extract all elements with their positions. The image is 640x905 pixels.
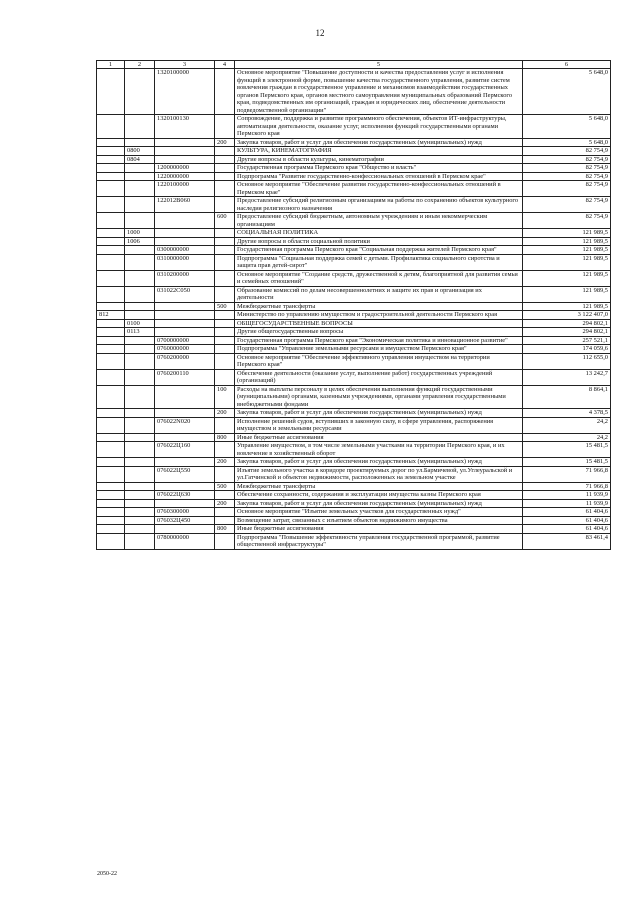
- section-code-cell: [125, 286, 155, 302]
- ministry-code-cell: [97, 69, 125, 115]
- section-code-cell: [125, 516, 155, 525]
- amount-cell: 121 989,5: [523, 229, 611, 238]
- ministry-code-cell: [97, 369, 125, 385]
- header-col-2: 2: [125, 61, 155, 69]
- target-article-cell: [155, 155, 215, 164]
- section-code-cell: [125, 409, 155, 418]
- ministry-code-cell: [97, 181, 125, 197]
- table-row: [97, 229, 611, 238]
- amount-cell: 5 648,0: [523, 138, 611, 147]
- expense-type-cell: 100: [215, 385, 235, 409]
- expense-type-cell: 200: [215, 499, 235, 508]
- section-code-cell: [125, 197, 155, 213]
- expense-type-cell: [215, 197, 235, 213]
- amount-cell: 83 461,4: [523, 533, 611, 549]
- expense-type-cell: [215, 466, 235, 482]
- amount-cell: 121 989,5: [523, 302, 611, 311]
- amount-cell: 121 989,5: [523, 270, 611, 286]
- target-article-cell: [155, 433, 215, 442]
- description-cell: Другие вопросы в области культуры, кинематографии: [235, 155, 523, 164]
- table-row: [97, 164, 611, 173]
- amount-cell: 4 378,5: [523, 409, 611, 418]
- section-code-cell: 1000: [125, 229, 155, 238]
- target-article-cell: [155, 213, 215, 229]
- description-cell: Подпрограмма "Развитие государственно-конфессиональных отношений в Пермском крае": [235, 172, 523, 181]
- table-row: [97, 482, 611, 491]
- table-row: [97, 302, 611, 311]
- table-row: [97, 286, 611, 302]
- expense-type-cell: [215, 336, 235, 345]
- amount-cell: 13 242,7: [523, 369, 611, 385]
- amount-cell: 82 754,9: [523, 147, 611, 156]
- target-article-cell: [155, 385, 215, 409]
- description-cell: Управление имуществом, в том числе земельными участками на территории Пермского края, и их вовлечение в хозяйственный оборот: [235, 442, 523, 458]
- target-article-cell: [155, 229, 215, 238]
- expense-type-cell: [215, 246, 235, 255]
- table-row: [97, 369, 611, 385]
- description-cell: Иные бюджетные ассигнования: [235, 433, 523, 442]
- description-cell: Образование комиссий по делам несовершеннолетних и защите их прав и организация их деятельности: [235, 286, 523, 302]
- expense-type-cell: [215, 508, 235, 517]
- ministry-code-cell: [97, 409, 125, 418]
- section-code-cell: [125, 525, 155, 534]
- section-code-cell: [125, 164, 155, 173]
- description-cell: Изъятие земельного участка в коридоре проектируемых дорог по ул.Бармичевой, ул.Углеуральской и ул.Гатчинской и объектов недвижимости, расположенных на земельном участке: [235, 466, 523, 482]
- page-number: 12: [315, 28, 325, 38]
- table-row: [97, 172, 611, 181]
- description-cell: Закупка товаров, работ и услуг для обеспечения государственных (муниципальных) нужд: [235, 409, 523, 418]
- table-row: [97, 533, 611, 549]
- section-code-cell: [125, 433, 155, 442]
- description-cell: Обеспечение сохранности, содержания и эксплуатации имущества казны Пермского края: [235, 491, 523, 500]
- description-cell: Межбюджетные трансферты: [235, 302, 523, 311]
- expense-type-cell: [215, 319, 235, 328]
- table-row: [97, 353, 611, 369]
- table-row: [97, 508, 611, 517]
- expense-type-cell: [215, 115, 235, 139]
- ministry-code-cell: [97, 286, 125, 302]
- section-code-cell: 0100: [125, 319, 155, 328]
- target-article-cell: 1320100000: [155, 69, 215, 115]
- amount-cell: 71 966,8: [523, 482, 611, 491]
- table-row: [97, 69, 611, 115]
- ministry-code-cell: [97, 237, 125, 246]
- table-body: [97, 69, 611, 550]
- table-row: [97, 319, 611, 328]
- expense-type-cell: [215, 155, 235, 164]
- expense-type-cell: [215, 417, 235, 433]
- description-cell: Закупка товаров, работ и услуг для обеспечения государственных (муниципальных) нужд: [235, 458, 523, 467]
- description-cell: Основное мероприятие "Повышение доступности и качества предоставления услуг и исполнения функций в электронной форме, повышение качества государственного управления, развитие систем вовлечения граждан в государственное управление и механизмов взаимодействия государственных органов Пермского края, органов местного самоуправления муниципальных образований Пермского края, подведомственных им организаций, граждан и юридических лиц, обеспечение деятельности подведомственной организации": [235, 69, 523, 115]
- description-cell: Государственная программа Пермского края "Общество и власть": [235, 164, 523, 173]
- table-row: [97, 254, 611, 270]
- amount-cell: 257 521,1: [523, 336, 611, 345]
- table-row: [97, 499, 611, 508]
- section-code-cell: [125, 270, 155, 286]
- description-cell: Государственная программа Пермского края "Экономическая политика и инновационное развитие": [235, 336, 523, 345]
- expense-type-cell: [215, 328, 235, 337]
- expense-type-cell: [215, 286, 235, 302]
- expense-type-cell: [215, 270, 235, 286]
- section-code-cell: [125, 508, 155, 517]
- description-cell: Основное мероприятие "Изъятие земельных участков для государственных нужд": [235, 508, 523, 517]
- target-article-cell: 1200000000: [155, 164, 215, 173]
- table-row: [97, 213, 611, 229]
- amount-cell: 121 989,5: [523, 237, 611, 246]
- target-article-cell: 076022Ц160: [155, 442, 215, 458]
- description-cell: Подпрограмма "Управление земельными ресурсами и имуществом Пермского края": [235, 345, 523, 354]
- table-row: [97, 270, 611, 286]
- target-article-cell: 122012В060: [155, 197, 215, 213]
- amount-cell: 82 754,9: [523, 181, 611, 197]
- expense-type-cell: [215, 69, 235, 115]
- ministry-code-cell: [97, 385, 125, 409]
- table-row: [97, 147, 611, 156]
- amount-cell: 61 404,6: [523, 508, 611, 517]
- table-row: [97, 345, 611, 354]
- expense-type-cell: [215, 181, 235, 197]
- ministry-code-cell: [97, 433, 125, 442]
- section-code-cell: [125, 442, 155, 458]
- ministry-code-cell: [97, 336, 125, 345]
- table-row: [97, 336, 611, 345]
- description-cell: Подпрограмма "Социальная поддержка семей с детьми. Профилактика социального сиротства и защита прав детей-сирот": [235, 254, 523, 270]
- ministry-code-cell: [97, 466, 125, 482]
- ministry-code-cell: [97, 155, 125, 164]
- amount-cell: 121 989,5: [523, 254, 611, 270]
- ministry-code-cell: [97, 246, 125, 255]
- expense-type-cell: [215, 345, 235, 354]
- amount-cell: 82 754,9: [523, 164, 611, 173]
- target-article-cell: [155, 138, 215, 147]
- table-row: [97, 237, 611, 246]
- expense-type-cell: 800: [215, 433, 235, 442]
- table-row: [97, 466, 611, 482]
- section-code-cell: [125, 491, 155, 500]
- amount-cell: 294 802,1: [523, 319, 611, 328]
- target-article-cell: 1220000000: [155, 172, 215, 181]
- target-article-cell: 0760300000: [155, 508, 215, 517]
- target-article-cell: [155, 525, 215, 534]
- target-article-cell: 0300000000: [155, 246, 215, 255]
- amount-cell: 15 481,5: [523, 442, 611, 458]
- ministry-code-cell: [97, 328, 125, 337]
- section-code-cell: [125, 499, 155, 508]
- amount-cell: 5 648,0: [523, 69, 611, 115]
- section-code-cell: [125, 482, 155, 491]
- expense-type-cell: [215, 491, 235, 500]
- description-cell: ОБЩЕГОСУДАРСТВЕННЫЕ ВОПРОСЫ: [235, 319, 523, 328]
- expense-type-cell: 200: [215, 458, 235, 467]
- description-cell: Предоставление субсидий религиозным организациям на работы по сохранению объектов культурного наследия религиозного назначения: [235, 197, 523, 213]
- expense-type-cell: [215, 442, 235, 458]
- amount-cell: 3 122 407,0: [523, 311, 611, 320]
- amount-cell: 82 754,9: [523, 172, 611, 181]
- section-code-cell: [125, 172, 155, 181]
- table-row: [97, 311, 611, 320]
- section-code-cell: [125, 311, 155, 320]
- target-article-cell: [155, 302, 215, 311]
- ministry-code-cell: [97, 138, 125, 147]
- ministry-code-cell: [97, 525, 125, 534]
- table-row: [97, 458, 611, 467]
- section-code-cell: [125, 369, 155, 385]
- target-article-cell: 076032Ц450: [155, 516, 215, 525]
- amount-cell: 15 481,5: [523, 458, 611, 467]
- section-code-cell: [125, 466, 155, 482]
- table-row: [97, 115, 611, 139]
- section-code-cell: [125, 246, 155, 255]
- expense-type-cell: 500: [215, 482, 235, 491]
- target-article-cell: 076022Ц550: [155, 466, 215, 482]
- amount-cell: 121 989,5: [523, 246, 611, 255]
- description-cell: Исполнение решений судов, вступивших в законную силу, в сфере управления, распоряжения имуществом и земельными ресурсами: [235, 417, 523, 433]
- target-article-cell: 1320100130: [155, 115, 215, 139]
- amount-cell: 82 754,9: [523, 213, 611, 229]
- amount-cell: 11 939,9: [523, 499, 611, 508]
- section-code-cell: 0804: [125, 155, 155, 164]
- section-code-cell: [125, 385, 155, 409]
- budget-table: [96, 60, 611, 550]
- section-code-cell: [125, 254, 155, 270]
- amount-cell: 294 802,1: [523, 328, 611, 337]
- expense-type-cell: [215, 172, 235, 181]
- description-cell: Основное мероприятие "Создание средств, дружественной к детям, благоприятной для развития семьи и семейных отношений": [235, 270, 523, 286]
- description-cell: Закупка товаров, работ и услуг для обеспечения государственных (муниципальных) нужд: [235, 499, 523, 508]
- description-cell: СОЦИАЛЬНАЯ ПОЛИТИКА: [235, 229, 523, 238]
- target-article-cell: [155, 499, 215, 508]
- amount-cell: 5 648,0: [523, 115, 611, 139]
- amount-cell: 82 754,9: [523, 155, 611, 164]
- table-header: [97, 61, 611, 69]
- table-row: [97, 197, 611, 213]
- amount-cell: 8 864,1: [523, 385, 611, 409]
- ministry-code-cell: [97, 197, 125, 213]
- table-row: [97, 516, 611, 525]
- table-row: [97, 417, 611, 433]
- header-col-4: 4: [215, 61, 235, 69]
- ministry-code-cell: [97, 482, 125, 491]
- target-article-cell: 0780000000: [155, 533, 215, 549]
- description-cell: Иные бюджетные ассигнования: [235, 525, 523, 534]
- expense-type-cell: [215, 147, 235, 156]
- ministry-code-cell: [97, 270, 125, 286]
- ministry-code-cell: [97, 491, 125, 500]
- amount-cell: 61 404,6: [523, 516, 611, 525]
- section-code-cell: [125, 353, 155, 369]
- section-code-cell: [125, 345, 155, 354]
- header-col-6: 6: [523, 61, 611, 69]
- target-article-cell: [155, 147, 215, 156]
- target-article-cell: 076022Ц630: [155, 491, 215, 500]
- description-cell: Государственная программа Пермского края "Социальная поддержка жителей Пермского края": [235, 246, 523, 255]
- section-code-cell: [125, 181, 155, 197]
- target-article-cell: 076022N020: [155, 417, 215, 433]
- description-cell: Другие общегосударственные вопросы: [235, 328, 523, 337]
- expense-type-cell: [215, 311, 235, 320]
- amount-cell: 61 404,6: [523, 525, 611, 534]
- footer-code: 2050-22: [97, 871, 117, 877]
- description-cell: Подпрограмма "Повышение эффективности управления государственной программой, развитие общественной инфраструктуры": [235, 533, 523, 549]
- table-row: [97, 442, 611, 458]
- section-code-cell: 1006: [125, 237, 155, 246]
- ministry-code-cell: [97, 533, 125, 549]
- expense-type-cell: [215, 353, 235, 369]
- target-article-cell: 0760200110: [155, 369, 215, 385]
- target-article-cell: [155, 458, 215, 467]
- expense-type-cell: [215, 533, 235, 549]
- description-cell: Предоставление субсидий бюджетным, автономным учреждениям и иным некоммерческим организациям: [235, 213, 523, 229]
- ministry-code-cell: [97, 254, 125, 270]
- table-row: [97, 181, 611, 197]
- section-code-cell: [125, 138, 155, 147]
- expense-type-cell: 600: [215, 213, 235, 229]
- header-col-1: 1: [97, 61, 125, 69]
- ministry-code-cell: [97, 302, 125, 311]
- table-row: [97, 246, 611, 255]
- target-article-cell: [155, 482, 215, 491]
- description-cell: Основное мероприятие "Обеспечение эффективного управления имуществом на территории Пермского края": [235, 353, 523, 369]
- amount-cell: 174 059,6: [523, 345, 611, 354]
- header-col-3: 3: [155, 61, 215, 69]
- target-article-cell: [155, 328, 215, 337]
- description-cell: Министерство по управлению имуществом и градостроительной деятельности Пермского края: [235, 311, 523, 320]
- amount-cell: 121 989,5: [523, 286, 611, 302]
- description-cell: Межбюджетные трансферты: [235, 482, 523, 491]
- expense-type-cell: [215, 164, 235, 173]
- description-cell: Закупка товаров, работ и услуг для обеспечения государственных (муниципальных) нужд: [235, 138, 523, 147]
- target-article-cell: 031022С050: [155, 286, 215, 302]
- ministry-code-cell: 812: [97, 311, 125, 320]
- ministry-code-cell: [97, 345, 125, 354]
- ministry-code-cell: [97, 213, 125, 229]
- description-cell: Возмещение затрат, связанных с изъятием объектов недвижимого имущества: [235, 516, 523, 525]
- section-code-cell: [125, 115, 155, 139]
- ministry-code-cell: [97, 319, 125, 328]
- target-article-cell: 0760200000: [155, 353, 215, 369]
- ministry-code-cell: [97, 442, 125, 458]
- section-code-cell: [125, 69, 155, 115]
- table-row: [97, 138, 611, 147]
- expense-type-cell: 200: [215, 409, 235, 418]
- ministry-code-cell: [97, 172, 125, 181]
- section-code-cell: [125, 302, 155, 311]
- ministry-code-cell: [97, 147, 125, 156]
- section-code-cell: [125, 458, 155, 467]
- ministry-code-cell: [97, 499, 125, 508]
- header-row: [97, 61, 611, 69]
- expense-type-cell: 500: [215, 302, 235, 311]
- description-cell: КУЛЬТУРА, КИНЕМАТОГРАФИЯ: [235, 147, 523, 156]
- expense-type-cell: [215, 237, 235, 246]
- table-row: [97, 328, 611, 337]
- target-article-cell: 1220100000: [155, 181, 215, 197]
- ministry-code-cell: [97, 353, 125, 369]
- target-article-cell: 0310200000: [155, 270, 215, 286]
- target-article-cell: [155, 409, 215, 418]
- table-row: [97, 525, 611, 534]
- expense-type-cell: [215, 516, 235, 525]
- expense-type-cell: [215, 369, 235, 385]
- ministry-code-cell: [97, 164, 125, 173]
- amount-cell: 24,2: [523, 433, 611, 442]
- table-row: [97, 385, 611, 409]
- table-row: [97, 155, 611, 164]
- amount-cell: 11 939,9: [523, 491, 611, 500]
- expense-type-cell: 200: [215, 138, 235, 147]
- section-code-cell: 0113: [125, 328, 155, 337]
- target-article-cell: [155, 237, 215, 246]
- expense-type-cell: [215, 229, 235, 238]
- table-row: [97, 409, 611, 418]
- ministry-code-cell: [97, 115, 125, 139]
- ministry-code-cell: [97, 508, 125, 517]
- table-row: [97, 433, 611, 442]
- target-article-cell: 0760000000: [155, 345, 215, 354]
- amount-cell: 71 966,8: [523, 466, 611, 482]
- description-cell: Основное мероприятие "Обеспечение развития государственно-конфессиональных отношений в Пермском крае": [235, 181, 523, 197]
- amount-cell: 112 655,0: [523, 353, 611, 369]
- expense-type-cell: 800: [215, 525, 235, 534]
- section-code-cell: [125, 533, 155, 549]
- target-article-cell: 0310000000: [155, 254, 215, 270]
- section-code-cell: [125, 213, 155, 229]
- header-col-5: 5: [235, 61, 523, 69]
- section-code-cell: [125, 417, 155, 433]
- amount-cell: 24,2: [523, 417, 611, 433]
- target-article-cell: [155, 319, 215, 328]
- expense-type-cell: [215, 254, 235, 270]
- ministry-code-cell: [97, 417, 125, 433]
- description-cell: Другие вопросы в области социальной политики: [235, 237, 523, 246]
- ministry-code-cell: [97, 229, 125, 238]
- table-row: [97, 491, 611, 500]
- section-code-cell: 0800: [125, 147, 155, 156]
- ministry-code-cell: [97, 516, 125, 525]
- section-code-cell: [125, 336, 155, 345]
- description-cell: Сопровождение, поддержка и развитие программного обеспечения, объектов ИТ-инфраструктуры, автоматизация деятельности, оказание услуг, исполнения функций государственными органами Пермского края: [235, 115, 523, 139]
- target-article-cell: [155, 311, 215, 320]
- ministry-code-cell: [97, 458, 125, 467]
- amount-cell: 82 754,9: [523, 197, 611, 213]
- description-cell: Расходы на выплаты персоналу в целях обеспечения выполнения функций государственными (муниципальными) органами, казенными учреждениями, органами управления государственными внебюджетными фондами: [235, 385, 523, 409]
- description-cell: Обеспечение деятельности (оказание услуг, выполнение работ) государственных учреждений (организаций): [235, 369, 523, 385]
- target-article-cell: 0700000000: [155, 336, 215, 345]
